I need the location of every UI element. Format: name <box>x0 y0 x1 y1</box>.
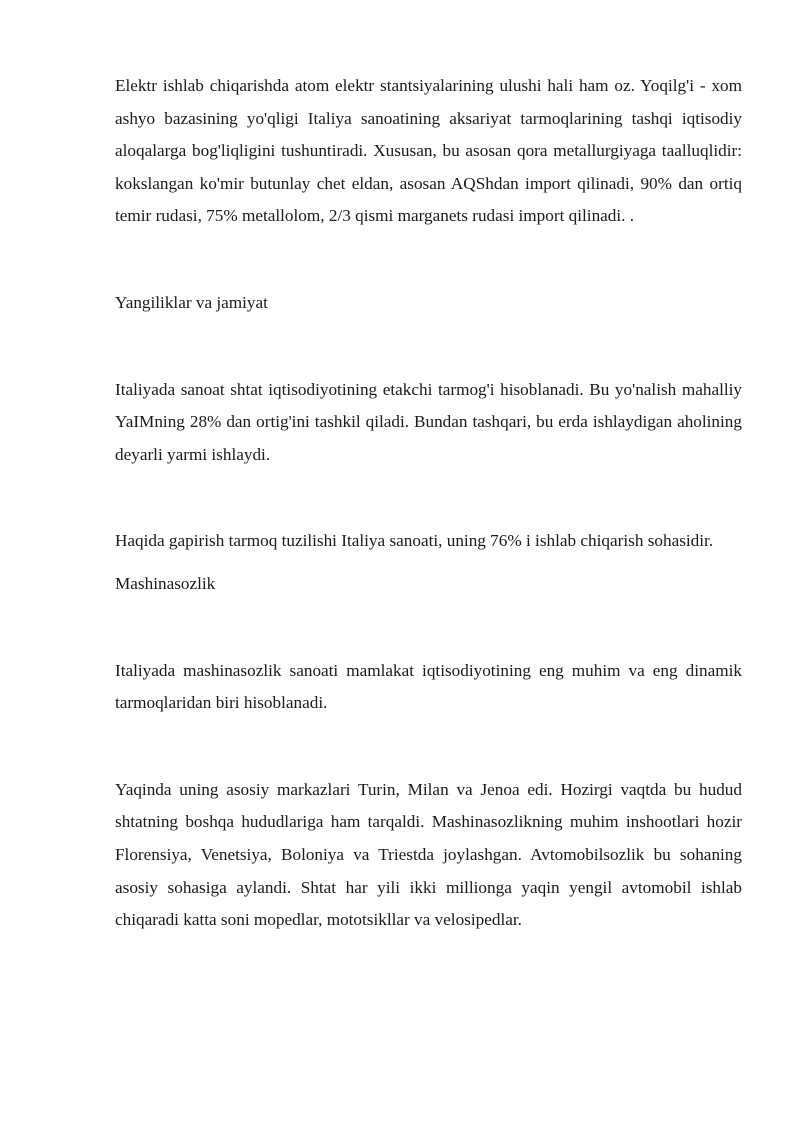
paragraph-industry-structure: Haqida gapirish tarmoq tuzilishi Italiya sanoati, uning 76% i ishlab chiqarish sohasidir. <box>115 531 714 551</box>
paragraph-engineering-importance: Italiyada mashinasozlik sanoati mamlakat iqtisodiyotining eng muhim va eng dinamik tarmoqlaridan biri hisoblanadi. <box>115 660 742 713</box>
paragraph-nuclear-energy: Elektr ishlab chiqarishda atom elektr stantsiyalarining ulushi hali ham oz. Yoqilg'i - xom ashyo bazasining yo'qligi Italiya sanoatining aksariyat tarmoqlarining tashqi iqtisodiy aloqalarga bog'liqligini tushuntiradi. Xususan, bu asosan qora metallurgiyaga taalluqlidir: kokslangan ko'mir butunlay chet eldan, asosan AQShdan import qilinadi, 90% dan ortiq temir rudasi, 75% metallolom, 2/3 qismi marganets rudasi import qilinadi. . <box>115 76 742 226</box>
paragraph-industry-economy: Italiyada sanoat shtat iqtisodiyotining etakchi tarmog'i hisoblanadi. Bu yo'nalish mahalliy YaIMning 28% dan ortig'ini tashkil qiladi. Bundan tashqari, bu erda ishlaydigan aholining deyarli yarmi ishlaydi. <box>115 379 742 464</box>
heading-mechanical-engineering: Mashinasozlik <box>115 573 216 593</box>
document-page <box>115 70 742 937</box>
paragraph-engineering-centers: Yaqinda uning asosiy markazlari Turin, Milan va Jenoa edi. Hozirgi vaqtda bu hudud shtatning boshqa hududlariga ham tarqaldi. Mashinasozlikning muhim inshootlari hozir Florensiya, Venetsiya, Boloniya va Triestda joylashgan. Avtomobilsozlik bu sohaning asosiy sohasiga aylandi. Shtat har yili ikki millionga yaqin yengil avtomobil ishlab chiqaradi katta soni mopedlar, mototsikllar va velosipedlar. <box>115 779 742 930</box>
heading-news-society: Yangiliklar va jamiyat <box>115 292 268 312</box>
